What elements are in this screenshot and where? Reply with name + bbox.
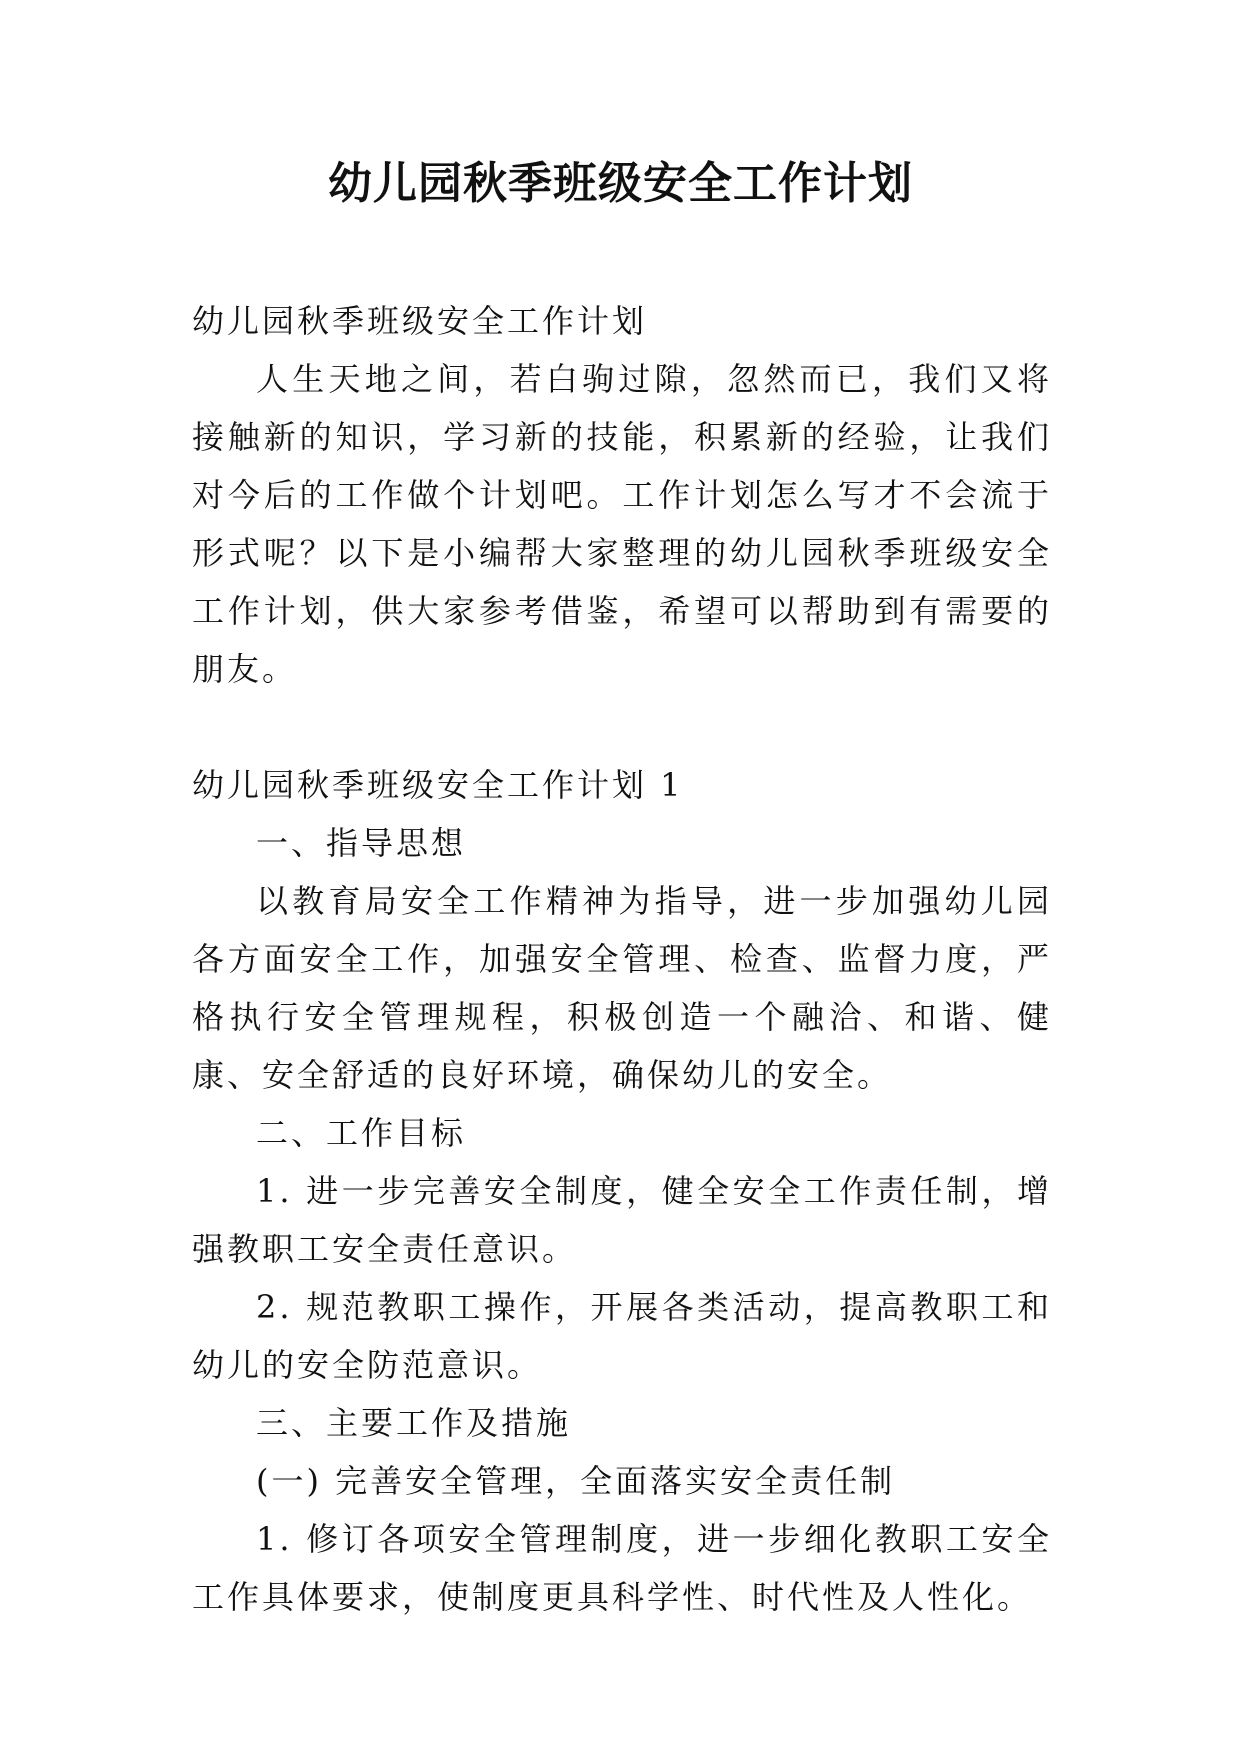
intro-paragraph: 人生天地之间，若白驹过隙，忽然而已，我们又将接触新的知识，学习新的技能，积累新的经验，让我们对今后的工作做个计划吧。工作计划怎么写才不会流于形式呢？以下是小编帮大家整理的幼儿园秋季班级安全工作计划，供大家参考借鉴，希望可以帮助到有需要的朋友。	[192, 360, 1052, 688]
subsection-heading-1: (一) 完善安全管理，全面落实安全责任制	[256, 1462, 896, 1500]
subtitle-paragraph: 幼儿园秋季班级安全工作计划	[192, 302, 648, 340]
guiding-ideology-paragraph: 以教育局安全工作精神为指导，进一步加强幼儿园各方面安全工作，加强安全管理、检查、监督力度，严格执行安全管理规程，积极创造一个融洽、和谐、健康、安全舒适的良好环境，确保幼儿的安全。	[192, 882, 1052, 1094]
document-title: 幼儿园秋季班级安全工作计划	[328, 158, 913, 209]
plan-heading: 幼儿园秋季班级安全工作计划 1	[192, 766, 684, 804]
section-heading-main-work: 三、主要工作及措施	[256, 1404, 572, 1442]
measure-item-1: 1. 修订各项安全管理制度，进一步细化教职工安全工作具体要求，使制度更具科学性、时代性及人性化。	[192, 1520, 1052, 1616]
work-goal-item-2: 2. 规范教职工操作，开展各类活动，提高教职工和幼儿的安全防范意识。	[192, 1288, 1052, 1384]
section-heading-guiding-ideology: 一、指导思想	[256, 824, 467, 862]
work-goal-item-1: 1. 进一步完善安全制度，健全安全工作责任制，增强教职工安全责任意识。	[192, 1172, 1052, 1268]
document-body	[192, 292, 1052, 1626]
section-heading-work-goals: 二、工作目标	[256, 1114, 467, 1152]
